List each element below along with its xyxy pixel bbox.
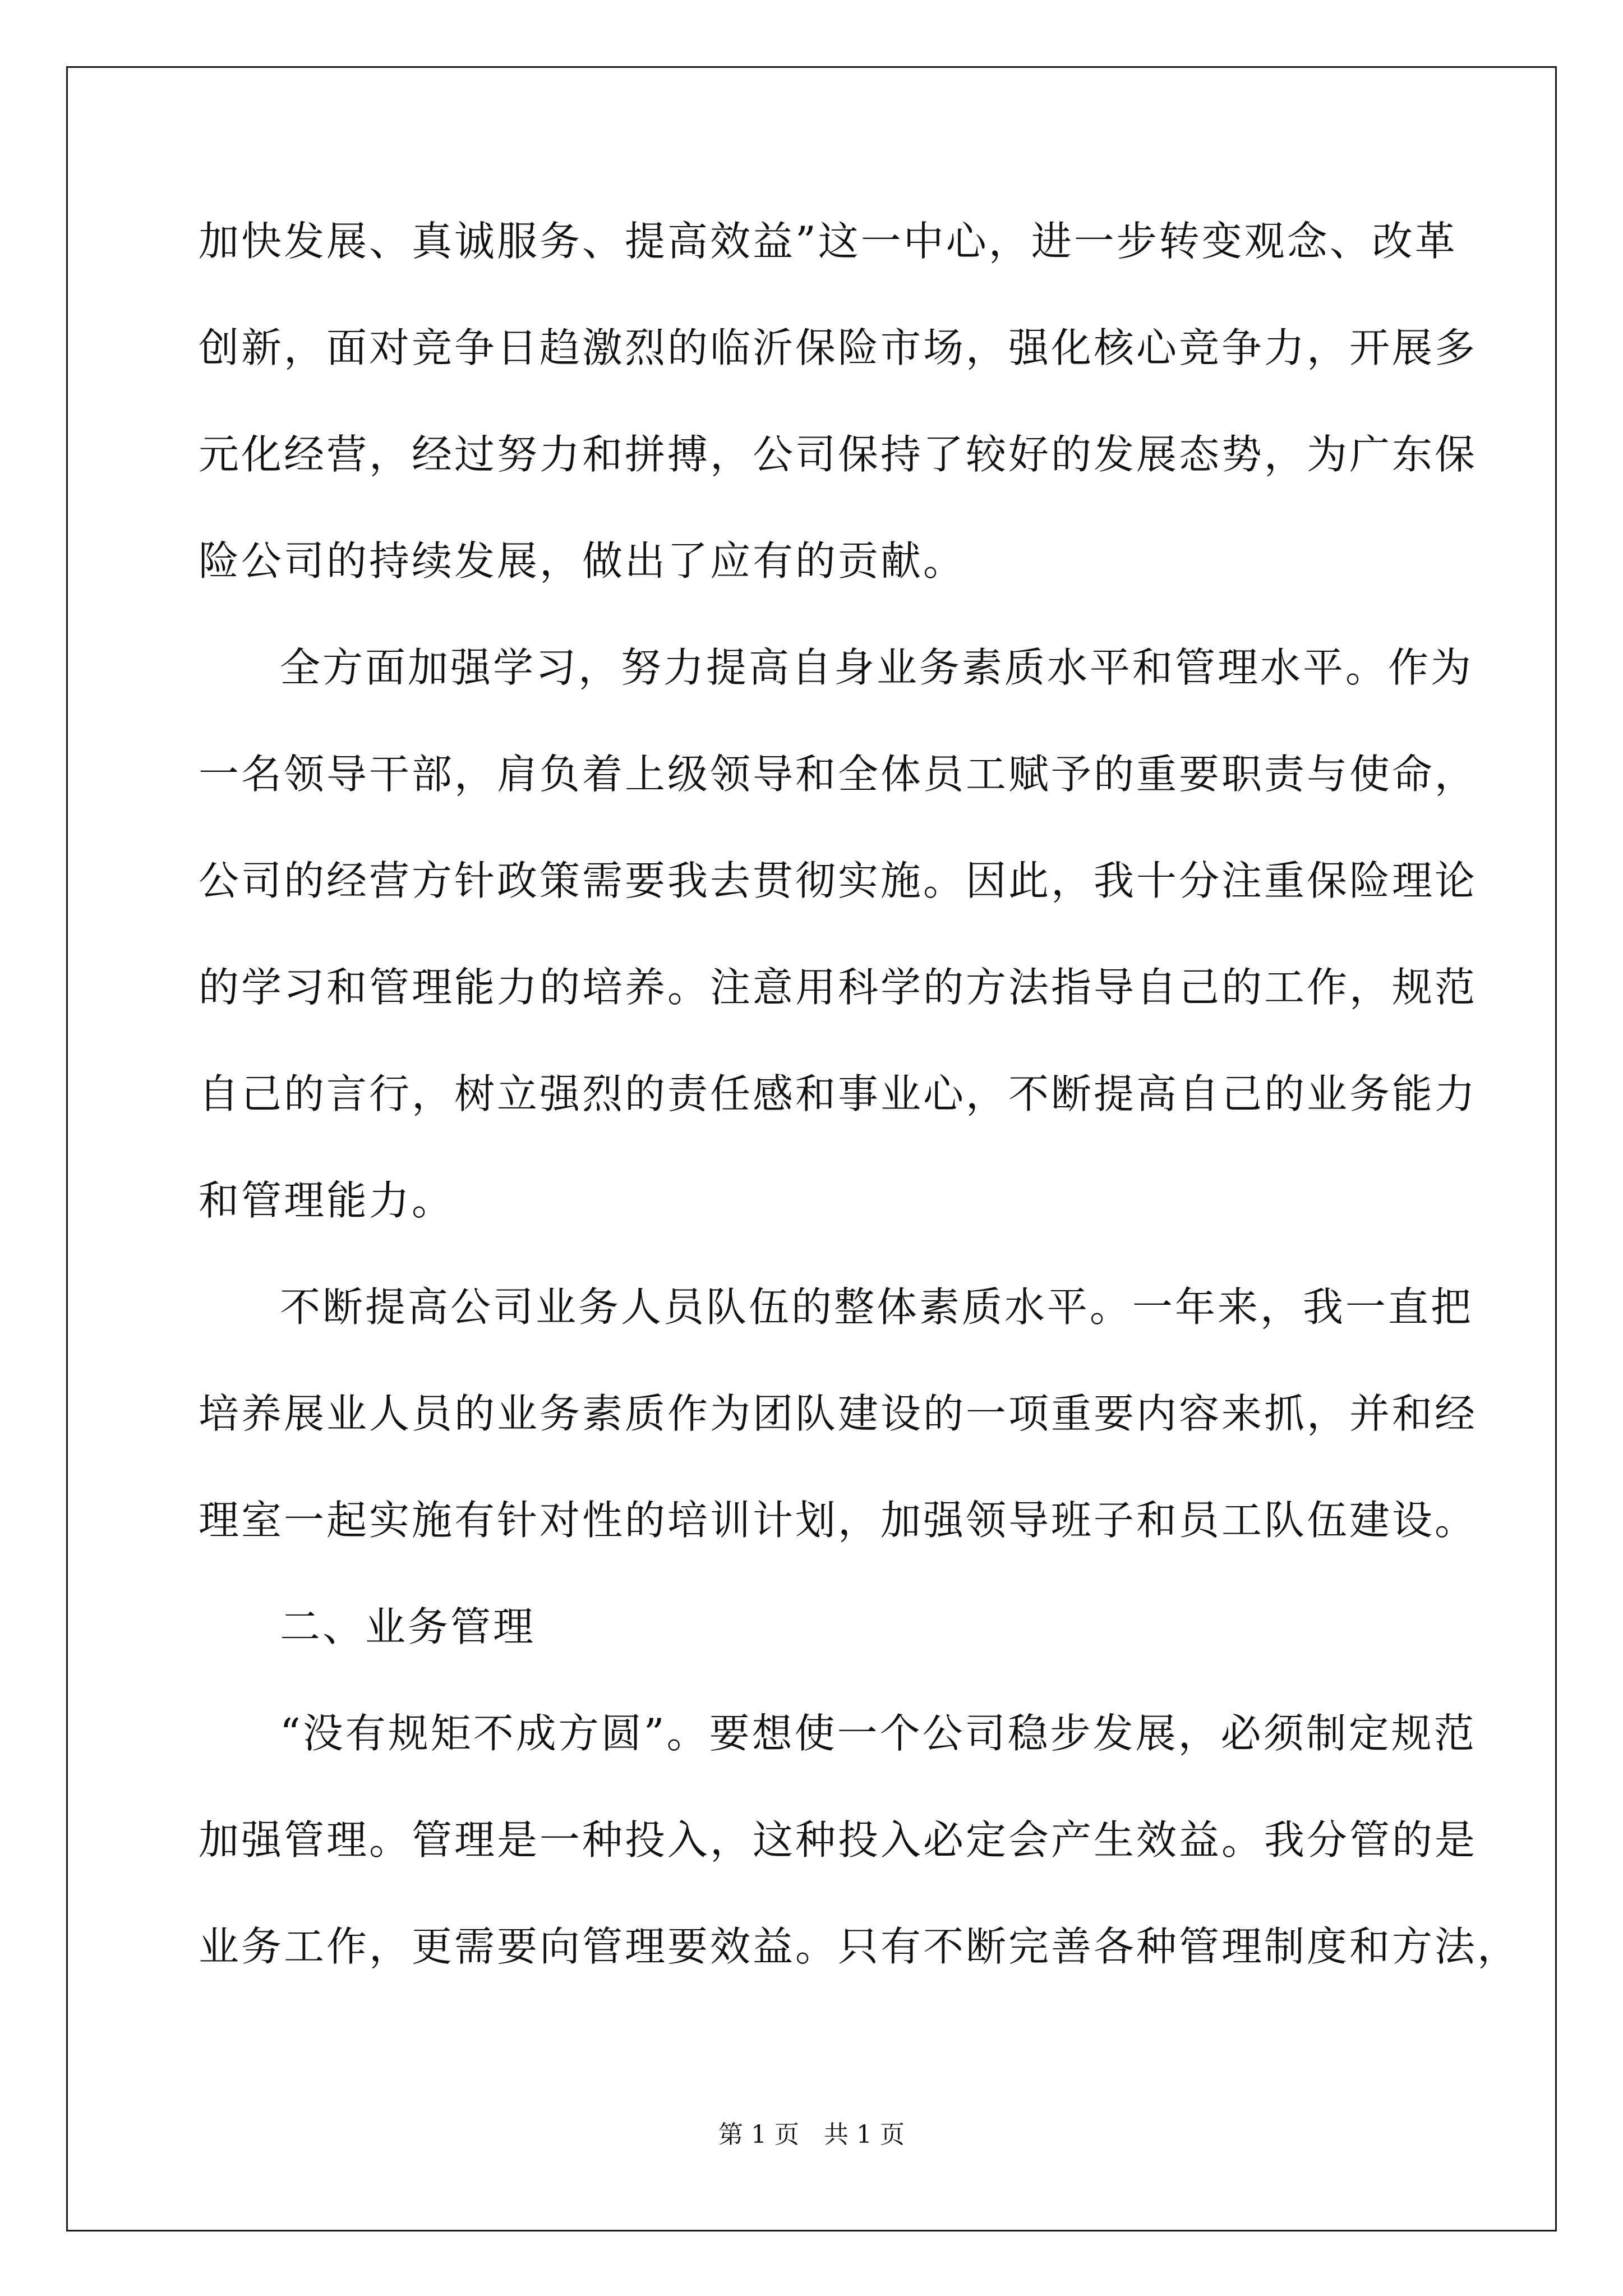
paragraph-2-line-5: 自己的言行，树立强烈的责任感和事业心，不断提高自己的业务能力 [199,1070,1478,1117]
paragraph-2-line-4: 的学习和管理能力的培养。注意用科学的方法指导自己的工作，规范 [199,964,1478,1011]
paragraph-2-line-1: 全方面加强学习，努力提高自身业务素质水平和管理水平。作为 [280,644,1474,691]
paragraph-1-line-3: 元化经营，经过努力和拼搏，公司保持了较好的发展态势，为广东保 [199,431,1478,478]
paragraph-2-line-3: 公司的经营方针政策需要我去贯彻实施。因此，我十分注重保险理论 [199,857,1478,904]
paragraph-3-line-3: 理室一起实施有针对性的培训计划，加强领导班子和员工队伍建设。 [199,1497,1478,1544]
paragraph-2-line-2: 一名领导干部，肩负着上级领导和全体员工赋予的重要职责与使命， [199,751,1478,798]
paragraph-4-line-3: 业务工作，更需要向管理要效益。只有不断完善各种管理制度和方法， [199,1923,1520,1970]
page-footer: 第 1 页 共 1 页 [718,2120,905,2149]
section-heading: 二、业务管理 [280,1603,536,1650]
paragraph-1-line-2: 创新，面对竞争日趋激烈的临沂保险市场，强化核心竞争力，开展多 [199,324,1478,371]
paragraph-1-line-4: 险公司的持续发展，做出了应有的贡献。 [199,537,966,585]
paragraph-4-line-2: 加强管理。管理是一种投入，这种投入必定会产生效益。我分管的是 [199,1816,1478,1864]
paragraph-1-line-1: 加快发展、真诚服务、提高效益”这一中心，进一步转变观念、改革 [199,218,1458,265]
paragraph-4-line-1: “没有规矩不成方圆”。要想使一个公司稳步发展，必须制定规范 [280,1710,1477,1757]
paragraph-3-line-2: 培养展业人员的业务素质作为团队建设的一项重要内容来抓，并和经 [199,1390,1478,1437]
paragraph-3-line-1: 不断提高公司业务人员队伍的整体素质水平。一年来，我一直把 [280,1283,1474,1331]
paragraph-2-line-6: 和管理能力。 [199,1177,455,1224]
page-border [66,66,1557,2231]
